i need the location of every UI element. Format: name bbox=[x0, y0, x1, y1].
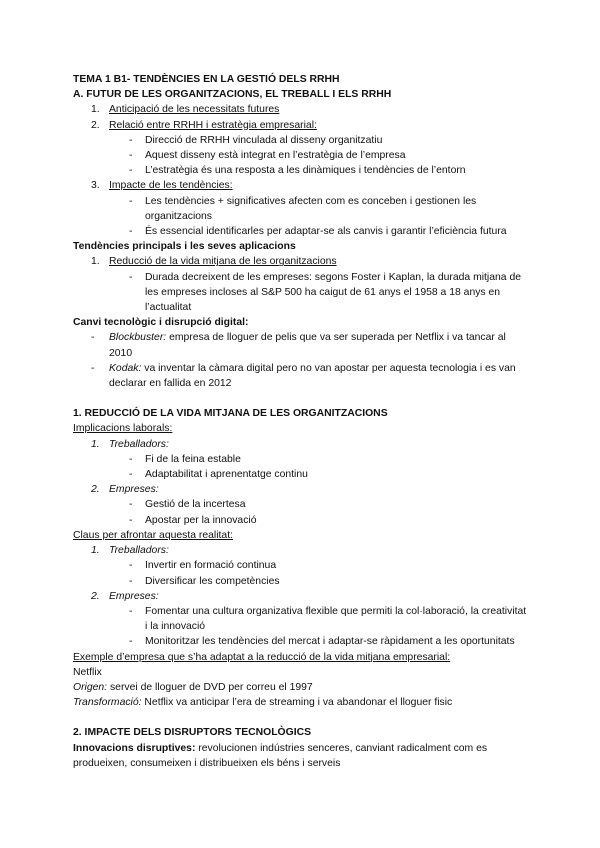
dash-marker: - bbox=[129, 195, 133, 207]
tendencies-heading: Tendències principals i les seves aplicacions bbox=[73, 241, 296, 253]
canvi-heading: Canvi tecnològic i disrupció digital: bbox=[73, 317, 249, 329]
sub-list-item bbox=[73, 133, 531, 148]
sub-item-text: És essencial identificarles per adaptar-se als canvis i garantir l’eficiència futura bbox=[145, 226, 507, 238]
origen-label: Origen: bbox=[73, 681, 108, 693]
list-item bbox=[73, 437, 531, 452]
innovacions-paragraph bbox=[73, 741, 531, 771]
group-label: Empreses: bbox=[109, 590, 159, 602]
sub-item-text: Aquest disseny està integrat en l’estratègia de l’empresa bbox=[145, 150, 406, 162]
innovacions-label: Innovacions disruptives: bbox=[73, 742, 196, 754]
sub-list-item bbox=[73, 558, 531, 573]
list-number: 2. bbox=[91, 484, 100, 496]
company-name: Netflix bbox=[73, 666, 102, 678]
claus-label: Claus per afrontar aquesta realitat: bbox=[73, 529, 233, 541]
dash-marker: - bbox=[129, 226, 133, 238]
sub-item-text: Les tendències + significatives afecten com es conceben i gestionen les organitzacions bbox=[145, 195, 477, 222]
sub-item-text: L’estratègia és una resposta a les dinàmiques i tendències de l’entorn bbox=[145, 165, 466, 177]
doc-title: TEMA 1 B1- TENDÈNCIES EN LA GESTIÓ DELS RRHH bbox=[73, 74, 340, 85]
list-item-text: Relació entre RRHH i estratègia empresarial: bbox=[109, 119, 317, 131]
case-item bbox=[73, 361, 531, 391]
dash-marker: - bbox=[129, 271, 133, 283]
case-item bbox=[73, 330, 531, 360]
transformacio-text: Netflix va anticipar l’era de streaming i va abandonar el lloguer fisic bbox=[141, 697, 453, 709]
dash-marker: - bbox=[129, 150, 133, 162]
dash-marker: - bbox=[129, 636, 133, 648]
list-item bbox=[73, 178, 531, 193]
section-2-heading: 2. IMPACTE DELS DISRUPTORS TECNOLÒGICS bbox=[73, 727, 312, 739]
list-item bbox=[73, 254, 531, 269]
dash-marker: - bbox=[129, 560, 133, 572]
origen-line bbox=[73, 680, 531, 695]
dash-marker: - bbox=[129, 605, 133, 617]
sub-list-item bbox=[73, 452, 531, 467]
spacer bbox=[73, 710, 531, 725]
list-item-text: Anticipació de les necessitats futures bbox=[109, 104, 280, 116]
case-label: Blockbuster: bbox=[109, 332, 167, 344]
dash-marker: - bbox=[129, 134, 133, 146]
sub-item-text: Gestió de la incertesa bbox=[145, 499, 246, 511]
dash-marker: - bbox=[91, 362, 95, 374]
sub-item-text: Adaptabilitat i aprenentatge continu bbox=[145, 469, 308, 481]
sub-item-text: Monitoritzar les tendències del mercat i adaptar-se ràpidament a les oportunitats bbox=[145, 636, 515, 648]
transformacio-label: Transformació: bbox=[73, 697, 142, 709]
list-number: 1. bbox=[91, 256, 100, 268]
list-number: 2. bbox=[91, 590, 100, 602]
case-label: Kodak: bbox=[109, 362, 142, 374]
innovacions-text: revolucionen indústries senceres, canviant radicalment com es produeixen, consumeixen i distribueixen els béns i serveis bbox=[73, 742, 488, 769]
sub-item-text: Apostar per la innovació bbox=[145, 514, 257, 526]
list-item bbox=[73, 543, 531, 558]
list-number: 1. bbox=[91, 104, 100, 116]
sub-item-text: Diversificar les competències bbox=[145, 575, 280, 587]
dash-marker: - bbox=[129, 499, 133, 511]
section-1-heading: 1. REDUCCIÓ DE LA VIDA MITJANA DE LES ORGANITZACIONS bbox=[73, 408, 388, 420]
list-item bbox=[73, 102, 531, 117]
dash-marker: - bbox=[129, 453, 133, 465]
dash-marker: - bbox=[129, 469, 133, 481]
spacer bbox=[73, 391, 531, 406]
list-item bbox=[73, 589, 531, 604]
sub-list-item bbox=[73, 270, 531, 316]
sub-item-text: Invertir en formació continua bbox=[145, 560, 277, 572]
dash-marker: - bbox=[91, 332, 95, 344]
sub-list-item bbox=[73, 224, 531, 239]
transformacio-line bbox=[73, 695, 531, 710]
document-content bbox=[73, 72, 531, 771]
sub-list-item bbox=[73, 513, 531, 528]
sub-list-item bbox=[73, 574, 531, 589]
sub-item-text: Fomentar una cultura organizativa flexible que permiti la col·laboració, la creativitat i la innovació bbox=[145, 605, 527, 633]
origen-text: servei de lloguer de DVD per correu el 1997 bbox=[107, 681, 313, 693]
dash-marker: - bbox=[129, 514, 133, 526]
list-item bbox=[73, 118, 531, 133]
group-label: Treballadors: bbox=[109, 438, 169, 450]
list-item-text: Reducció de la vida mitjana de les organitzacions bbox=[109, 256, 337, 268]
list-number: 2. bbox=[91, 119, 100, 131]
list-number: 1. bbox=[91, 545, 100, 557]
section-a-heading: A. FUTUR DE LES ORGANITZACIONS, EL TREBALL I ELS RRHH bbox=[73, 89, 392, 101]
case-text: va inventar la càmara digital pero no van apostar per aquesta tecnologia i es van declarar en fallida en 2012 bbox=[109, 362, 516, 390]
dash-marker: - bbox=[129, 165, 133, 177]
implicacions-label: Implicacions laborals: bbox=[73, 423, 173, 435]
dash-marker: - bbox=[129, 575, 133, 587]
sub-list-item bbox=[73, 194, 531, 224]
sub-list-item bbox=[73, 163, 531, 178]
sub-list-item bbox=[73, 148, 531, 163]
group-label: Empreses: bbox=[109, 484, 159, 496]
list-item bbox=[73, 482, 531, 497]
case-text: empresa de lloguer de pelis que va ser superada per Netflix i va tancar al 2010 bbox=[109, 332, 506, 359]
sub-list-item bbox=[73, 497, 531, 512]
sub-list-item bbox=[73, 467, 531, 482]
sub-list-item bbox=[73, 604, 531, 634]
sub-list-item bbox=[73, 634, 531, 649]
exemple-label: Exemple d’empresa que s’ha adaptat a la reducció de la vida mitjana empresarial: bbox=[73, 651, 451, 663]
sub-item-text: Fi de la feina estable bbox=[145, 453, 241, 465]
list-number: 1. bbox=[91, 438, 100, 450]
group-label: Treballadors: bbox=[109, 545, 169, 557]
sub-item-text: Direcció de RRHH vinculada al disseny organitzatiu bbox=[145, 134, 383, 146]
sub-item-text: Durada decreixent de les empreses: segons Foster i Kaplan, la durada mitjana de les empreses incloses al S&P 500 ha caigut de 61 anys el 1958 a 18 anys en l’actualitat bbox=[145, 271, 522, 314]
list-item-text: Impacte de les tendències: bbox=[109, 180, 233, 192]
list-number: 3. bbox=[91, 180, 100, 192]
